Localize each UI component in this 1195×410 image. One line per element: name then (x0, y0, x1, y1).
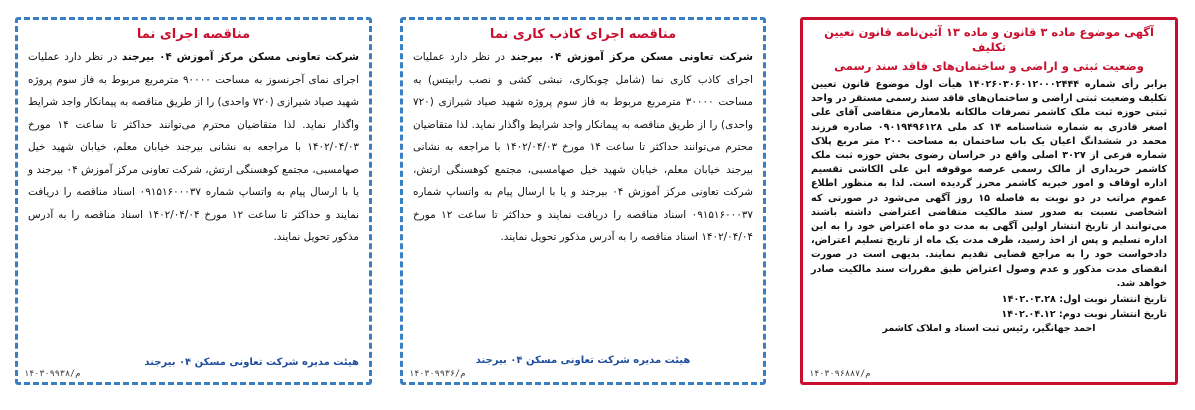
notice-code: ۱۴۰۳۰۹۶۸۸۷/م (809, 369, 871, 379)
company-name: شرکت تعاونی مسکن مرکز آموزش ۰۴ بیرجند (510, 51, 753, 63)
tender-notice-facade (15, 17, 372, 385)
notice-title-line1: آگهی موضوع ماده ۳ قانون و ماده ۱۳ آئین‌نامه قانون تعیین تکلیف (824, 25, 1154, 54)
tender-signature: هیئت مدیره شرکت تعاونی مسکن ۰۴ بیرجند (475, 355, 691, 366)
tender-code: ۱۴۰۳۰۹۹۳۸/م (24, 369, 81, 379)
tender-code: ۱۴۰۳۰۹۹۳۶/م (409, 369, 466, 379)
tender-body (28, 46, 359, 249)
notice-title-line2: وضعیت ثبتی و اراضی و ساختمان‌های فاقد سند رسمی (834, 59, 1144, 73)
registration-notice (800, 17, 1178, 385)
tender-signature: هیئت مدیره شرکت تعاونی مسکن ۰۴ بیرجند (144, 357, 359, 368)
tender-body (413, 46, 753, 249)
publication-date-first: تاریخ انتشار نوبت اول: ۱۴۰۲.۰۳.۲۸ (1001, 294, 1167, 306)
tender-notice-false-facade (400, 17, 766, 385)
publication-date-second: تاریخ انتشار نوبت دوم: ۱۴۰۲.۰۴.۱۲ (1001, 309, 1167, 321)
notice-body: برابر رأی شماره ۱۴۰۲۶۰۳۰۶۰۱۲۰۰۰۲۴۴۴ هیأت اول موضوع قانون تعیین تکلیف وضعیت ثبتی اراضی و ساختمان‌های فاقد سند رسمی مستقر در واحد ثبتی حوزه ثبت ملک کاشمر تصرفات مالکانه بلامعارض متقاضی آقای علی اصغر قادری به شماره شناسنامه ۱۴ کد ملی ۰۹۰۱۹۴۹۶۱۲۸ صادره فرزند محمد در ششدانگ اعیان یک باب ساختمان به مساحت ۲۰۰ متر مربع پلاک شماره فرعی از ۳۰۲۷ اصلی واقع در خراسان رضوی بخش حوزه ثبت ملک کاشمر خریداری از مالک رسمی عرصه موقوفه ابن علی الکاشی تقسیم اداره اوقاف و امور خیریه کاشمر محرز گردیده است. لذا به منظور اطلاع عموم مراتب در دو نوبت به فاصله ۱۵ روز آگهی می‌شود در صورتی که اشخاصی نسبت به صدور سند مالکیت متقاضی اعتراضی داشته باشند می‌توانند از تاریخ انتشار اولین آگهی به مدت دو ماه اعتراض خود را به این اداره تسلیم و پس از اخذ رسید، ظرف مدت یک ماه از تاریخ تسلیم اعتراض، دادخواست خود را به مراجع قضایی تقدیم نمایند. بدیهی است در صورت انقضای مدت مذکور و عدم وصول اعتراض طبق مقررات سند مالکیت صادر خواهد شد. (811, 79, 1168, 289)
tender-body-text: در نظر دارد عملیات اجرای کاذب کاری نما (شامل چوبکاری، نبشی کشی و نصب رابیتس) به مساحت ۳۰۰۰۰ مترمربع مربوط به فاز سوم پروژه شهید صیاد شیرازی (۷۲۰ واحدی) را از طریق مناقصه به پیمانکار واجد شرایط واگذار نماید. لذا متقاضیان محترم می‌توانند حداکثر تا ساعت ۱۴ مورخ ۱۴۰۲/۰۴/۰۳ با مراجعه به نشانی بیرجند خیابان معلم، خیابان شهید خیل صهامسبی، مجتمع کوهسنگی ارتش، شرکت تعاونی مرکز آموزش ۰۴ بیرجند و یا با ارسال پیام به واتساپ شماره ۰۹۱۵۱۶۰۰۰۳۷ اسناد مناقصه را دریافت نمایند و حداکثر تا ساعت ۱۲ مورخ ۱۴۰۲/۰۴/۰۴ اسناد مناقصه را به آدرس مذکور تحویل نمایند. (413, 51, 754, 243)
company-name: شرکت تعاونی مسکن مرکز آموزش ۰۴ بیرجند (121, 51, 359, 63)
tender-body-text: در نظر دارد عملیات اجرای نمای آجرنسوز به مساحت ۹۰۰۰۰ مترمربع مربوط به فاز سوم پروژه شهید صیاد شیرازی (۷۲۰ واحدی) را از طریق مناقصه به پیمانکار واجد شرایط واگذار نماید. لذا متقاضیان محترم می‌توانند حداکثر تا ساعت ۱۴ مورخ ۱۴۰۲/۰۴/۰۳ با مراجعه به نشانی بیرجند خیابان معلم، خیابان شهید خیل صهامسبی، مجتمع کوهسنگی ارتش، شرکت تعاونی مرکز آموزش ۰۴ بیرجند و یا با ارسال پیام به واتساپ شماره ۰۹۱۵۱۶۰۰۰۳۷ اسناد مناقصه را دریافت نمایند و حداکثر تا ساعت ۱۲ مورخ ۱۴۰۲/۰۴/۰۴ اسناد مناقصه را به آدرس مذکور تحویل نمایند. (28, 51, 360, 243)
tender-title: مناقصه اجرای نما (136, 27, 251, 42)
notice-signature: احمد جهانگیر، رئیس ثبت اسناد و املاک کاشمر (882, 323, 1096, 335)
tender-title: مناقصه اجرای کاذب کاری نما (489, 27, 677, 42)
